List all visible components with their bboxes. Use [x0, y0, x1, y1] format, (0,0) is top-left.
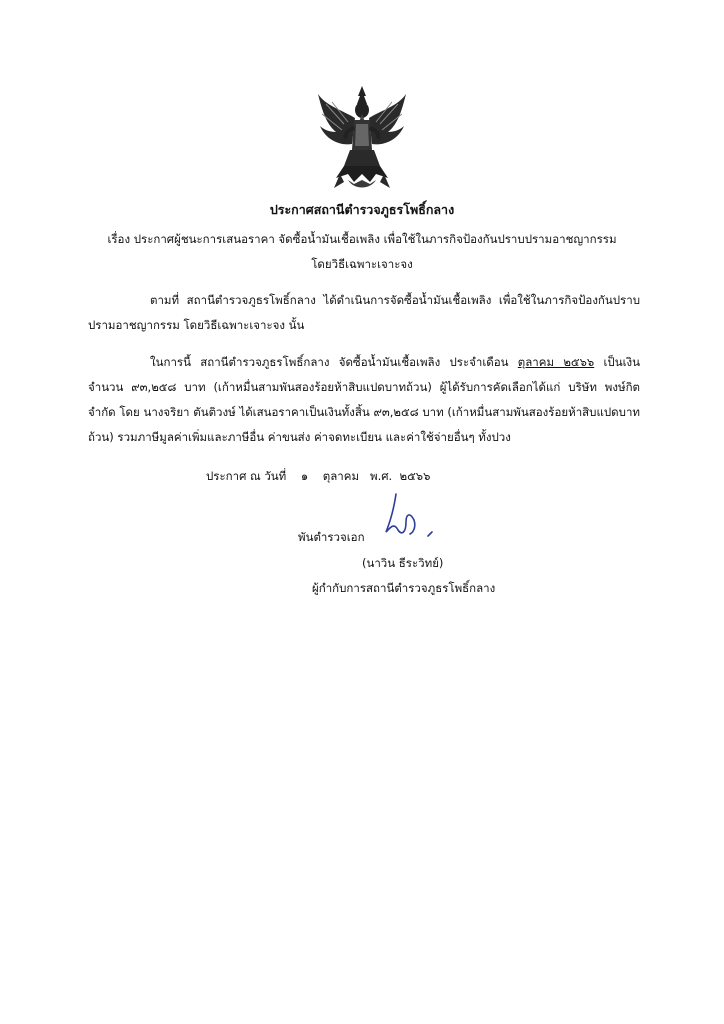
paragraph-2-month: ตุลาคม ๒๕๖๖	[517, 355, 595, 369]
paragraph-2	[88, 350, 640, 450]
paragraph-1	[88, 288, 640, 338]
signer-rank: พันตำรวจเอก	[298, 530, 365, 544]
paragraph-2-after: เป็นเงินจำนวน ๙๓,๒๕๘ บาท (เก้าหมื่นสามพันสองร้อยห้าสิบแปดบาทถ้วน) ผู้ได้รับการคัดเลือกได้แก่ บริษัท พงษ์กิต จำกัด โดย นางจริยา ตันติวงษ์ ได้เสนอราคาเป็นเงินทั้งสิ้น ๙๓,๒๕๘ บาท (เก้าหมื่นสามพันสองร้อยห้าสิบแปดบาทถ้วน) รวมภาษีมูลค่าเพิ่มและภาษีอื่น ค่าขนส่ง ค่าจดทะเบียน และค่าใช้จ่ายอื่นๆ ทั้งปวง	[88, 355, 640, 444]
subject-line-2: โดยวิธีเฉพาะเจาะจง	[311, 257, 413, 271]
signer-name: (นาวิน ธีระวิทย์)	[362, 556, 444, 570]
handwritten-signature-icon	[376, 492, 440, 548]
paragraph-1-text: ตามที่ สถานีตำรวจภูธรโพธิ์กลาง ได้ดำเนินการจัดซื้อน้ำมันเชื้อเพลิง เพื่อใช้ในภารกิจป้องกันปราบปรามอาชญากรรม โดยวิธีเฉพาะเจาะจง นั้น	[88, 293, 640, 332]
document-subject	[70, 227, 654, 277]
paragraph-2-before: ในการนี้ สถานีตำรวจภูธรโพธิ์กลาง จัดซื้อน้ำมันเชื้อเพลิง ประจำเดือน	[150, 355, 518, 369]
document-title: ประกาศสถานีตำรวจภูธรโพธิ์กลาง	[269, 202, 455, 217]
garuda-emblem-icon	[314, 84, 410, 192]
subject-line-1: เรื่อง ประกาศผู้ชนะการเสนอราคา จัดซื้อน้ำมันเชื้อเพลิง เพื่อใช้ในภารกิจป้องกันปราบปรามอาชญากรรม	[107, 232, 617, 246]
announce-date: ประกาศ ณ วันที่ ๑ ตุลาคม พ.ศ. ๒๕๖๖	[206, 469, 431, 483]
signer-position: ผู้กำกับการสถานีตำรวจภูธรโพธิ์กลาง	[312, 581, 496, 595]
